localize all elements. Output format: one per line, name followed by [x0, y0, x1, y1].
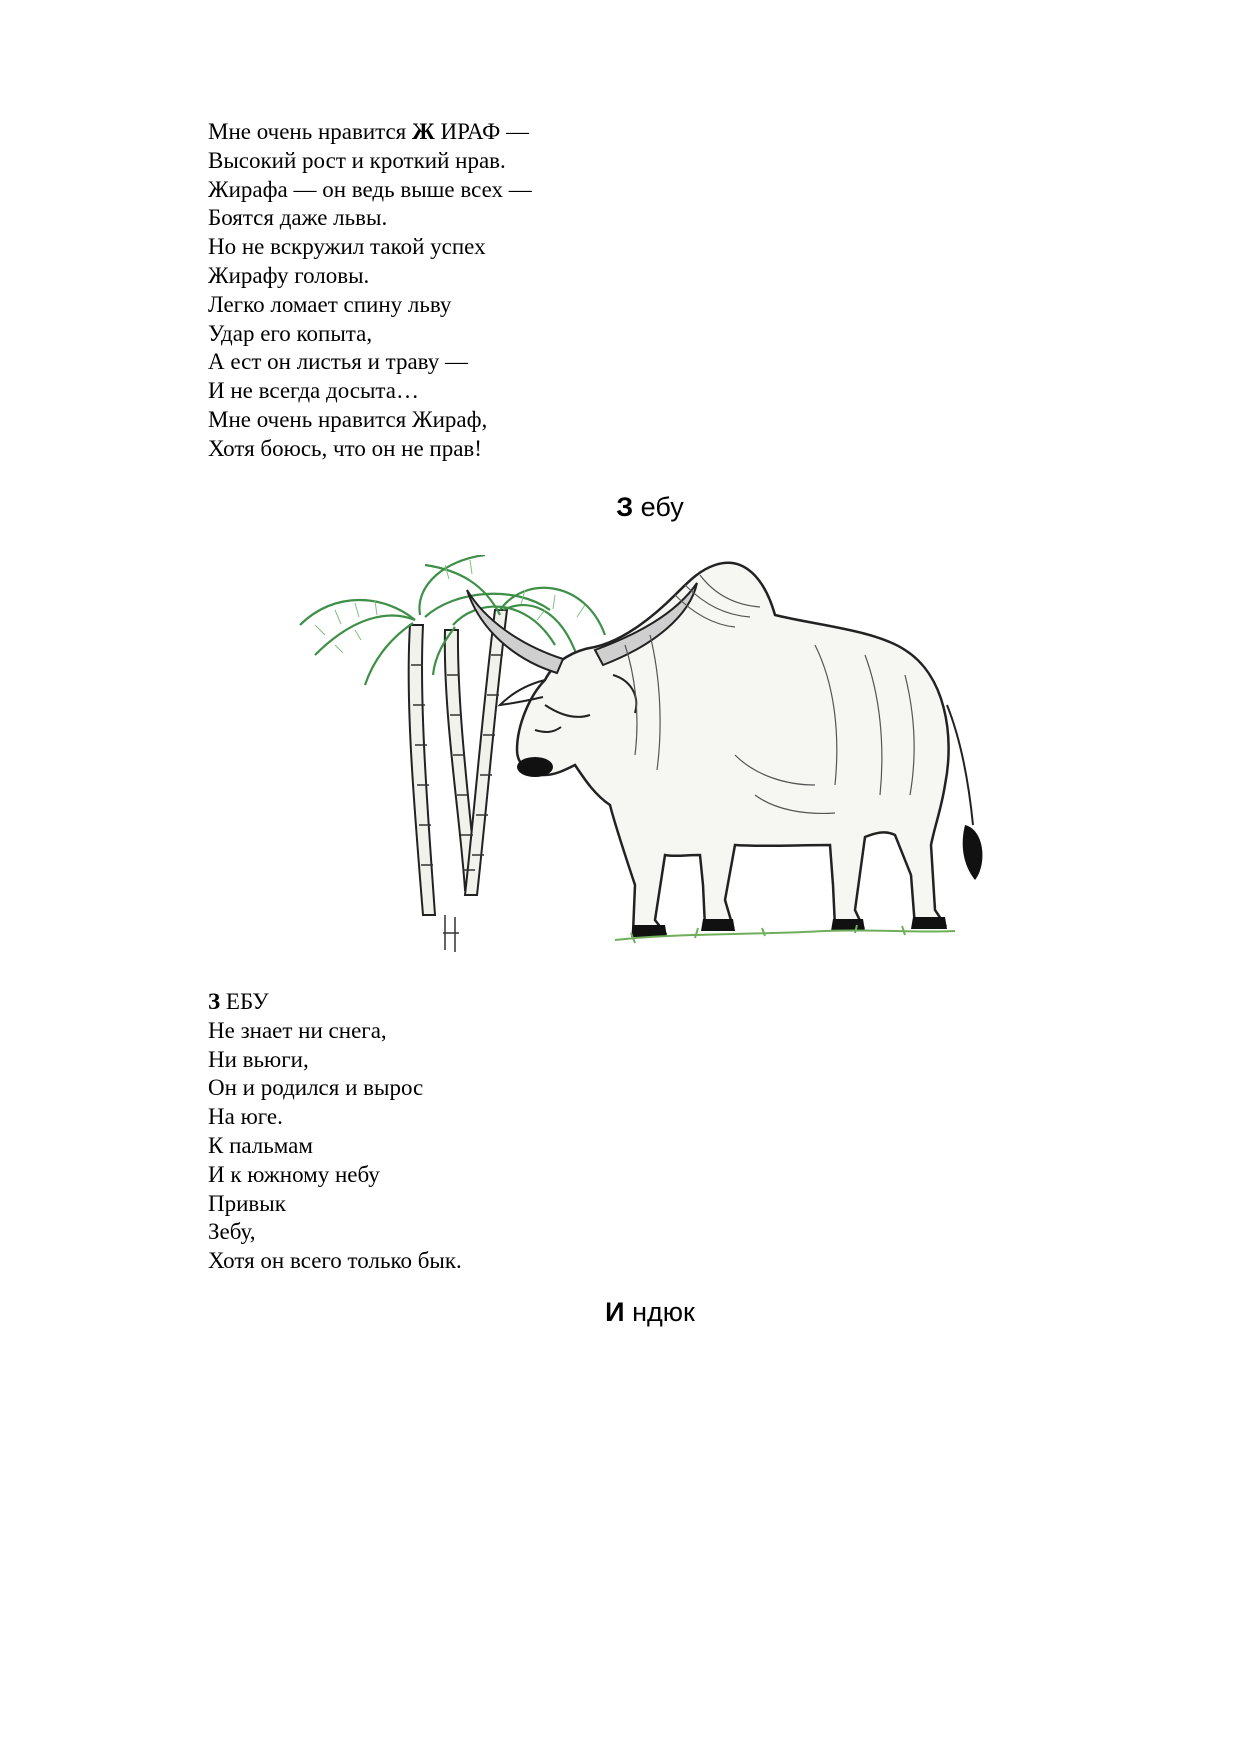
heading-text: ндюк [624, 1297, 695, 1327]
poem-line: Жирафу головы. [208, 262, 370, 288]
zebu-hooves [631, 917, 947, 937]
poem-line: На юге. [208, 1104, 283, 1130]
section-heading-zebu [30, 492, 1240, 523]
poem-line: Высокий рост и кроткий нрав. [208, 147, 506, 173]
poem-line: К пальмам [208, 1132, 313, 1158]
drop-initial: З [208, 989, 221, 1014]
zebu-muzzle [517, 757, 553, 777]
line-text: ИРАФ — [434, 119, 530, 144]
poem-line: Жирафа — он ведь выше всех — [208, 176, 532, 202]
poem-line: Зебу, [208, 1219, 256, 1245]
poem-line: Хотя боюсь, что он не прав! [208, 435, 482, 461]
poem-giraffe [208, 118, 532, 464]
poem-line [208, 988, 462, 1017]
poem-line [208, 118, 532, 147]
section-heading-turkey [30, 1297, 1240, 1328]
line-text: Мне очень нравится [208, 119, 413, 144]
line-text: ЕБУ [220, 989, 269, 1014]
poem-line: Боятся даже львы. [208, 205, 388, 231]
poem-line: Но не вскружил такой успех [208, 234, 486, 260]
zebu-body [517, 563, 949, 933]
heading-initial: И [605, 1297, 625, 1327]
poem-line: И к южному небу [208, 1161, 380, 1187]
poem-line: А ест он листья и траву — [208, 349, 468, 375]
zebu-illustration [295, 555, 1055, 975]
poem-line: Привык [208, 1190, 286, 1216]
heading-initial: З [616, 492, 634, 522]
poem-line: И не всегда досыта… [208, 378, 419, 404]
poem-line: Легко ломает спину льву [208, 291, 452, 317]
heading-text: ебу [633, 492, 684, 522]
poem-line: Не знает ни снега, [208, 1017, 387, 1043]
poem-line: Он и родился и вырос [208, 1075, 424, 1101]
poem-line: Мне очень нравится Жираф, [208, 406, 488, 432]
drop-initial: Ж [412, 119, 435, 144]
poem-zebu [208, 988, 462, 1276]
poem-line: Удар его копыта, [208, 320, 373, 346]
poem-line: Ни вьюги, [208, 1046, 309, 1072]
zebu-tail [947, 705, 982, 880]
poem-line: Хотя он всего только бык. [208, 1248, 462, 1274]
